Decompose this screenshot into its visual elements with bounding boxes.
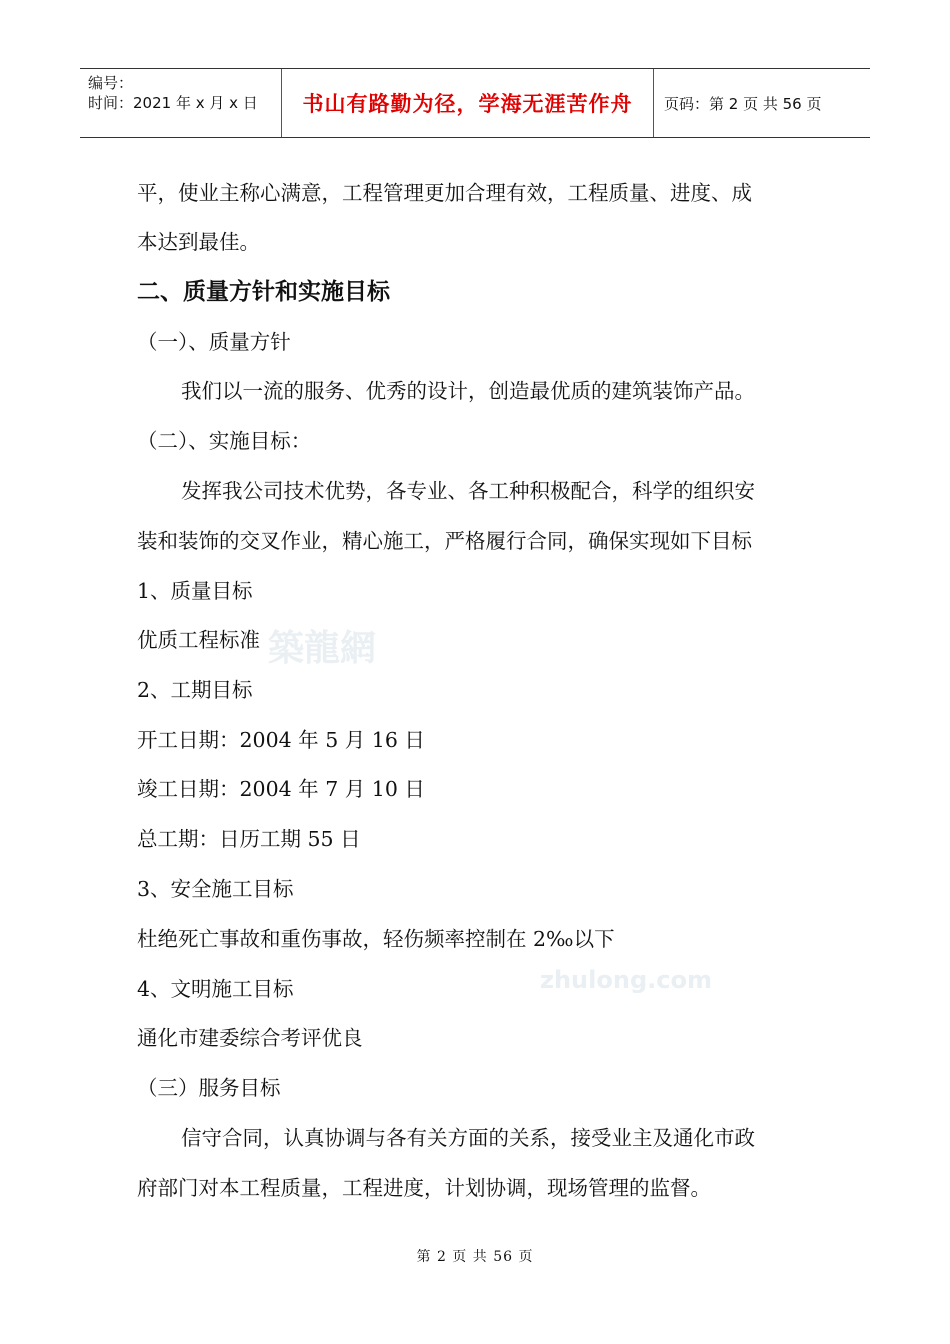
list-item-text: 开工日期：2004 年 5 月 16 日	[137, 728, 425, 752]
list-item-text: 通化市建委综合考评优良	[137, 1026, 363, 1050]
number-label: 编号：	[88, 74, 134, 92]
paragraph-line: 装和装饰的交叉作业，精心施工，严格履行合同，确保实现如下目标	[137, 529, 752, 553]
document-header	[80, 68, 870, 138]
list-item-text: 总工期：日历工期 55 日	[137, 827, 361, 851]
list-item-text: 竣工日期：2004 年 7 月 10 日	[137, 777, 425, 801]
list-item-title: 1、质量目标	[137, 579, 253, 603]
subsection-heading: （三）服务目标	[137, 1076, 281, 1100]
list-item-text: 优质工程标准	[137, 628, 260, 652]
list-item-title: 2、工期目标	[137, 678, 253, 702]
list-item-title: 3、安全施工目标	[137, 877, 294, 901]
paragraph-line: 平，使业主称心满意，工程管理更加合理有效，工程质量、进度、成	[137, 181, 752, 205]
page-info: 页码：第 2 页 共 56 页	[664, 94, 822, 113]
subsection-heading: （一）、质量方针	[137, 330, 291, 354]
header-meta	[80, 69, 282, 137]
motto-text: 书山有路勤为径，学海无涯苦作舟	[302, 92, 633, 116]
paragraph-line: 我们以一流的服务、优秀的设计，创造最优质的建筑装饰产品。	[181, 379, 755, 403]
watermark-url: zhulong.com	[540, 966, 712, 994]
subsection-heading: （二）、实施目标：	[137, 429, 312, 453]
date-label: 时间：2021 年 x 月 x 日	[88, 94, 258, 112]
paragraph-line: 信守合同，认真协调与各有关方面的关系，接受业主及通化市政	[181, 1126, 755, 1150]
list-item-text: 杜绝死亡事故和重伤事故，轻伤频率控制在 2‰以下	[137, 927, 615, 951]
paragraph-line: 府部门对本工程质量，工程进度，计划协调，现场管理的监督。	[137, 1176, 711, 1200]
paragraph-line: 发挥我公司技术优势，各专业、各工种积极配合，科学的组织安	[181, 479, 755, 503]
header-motto-cell	[282, 69, 654, 137]
list-item-title: 4、文明施工目标	[137, 977, 294, 1001]
page-footer: 第 2 页 共 56 页	[416, 1249, 534, 1265]
paragraph-line: 本达到最佳。	[137, 230, 260, 254]
header-page-cell	[654, 69, 870, 137]
watermark-logo: 築龍網	[268, 627, 377, 669]
section-heading: 二、质量方针和实施目标	[137, 279, 390, 305]
